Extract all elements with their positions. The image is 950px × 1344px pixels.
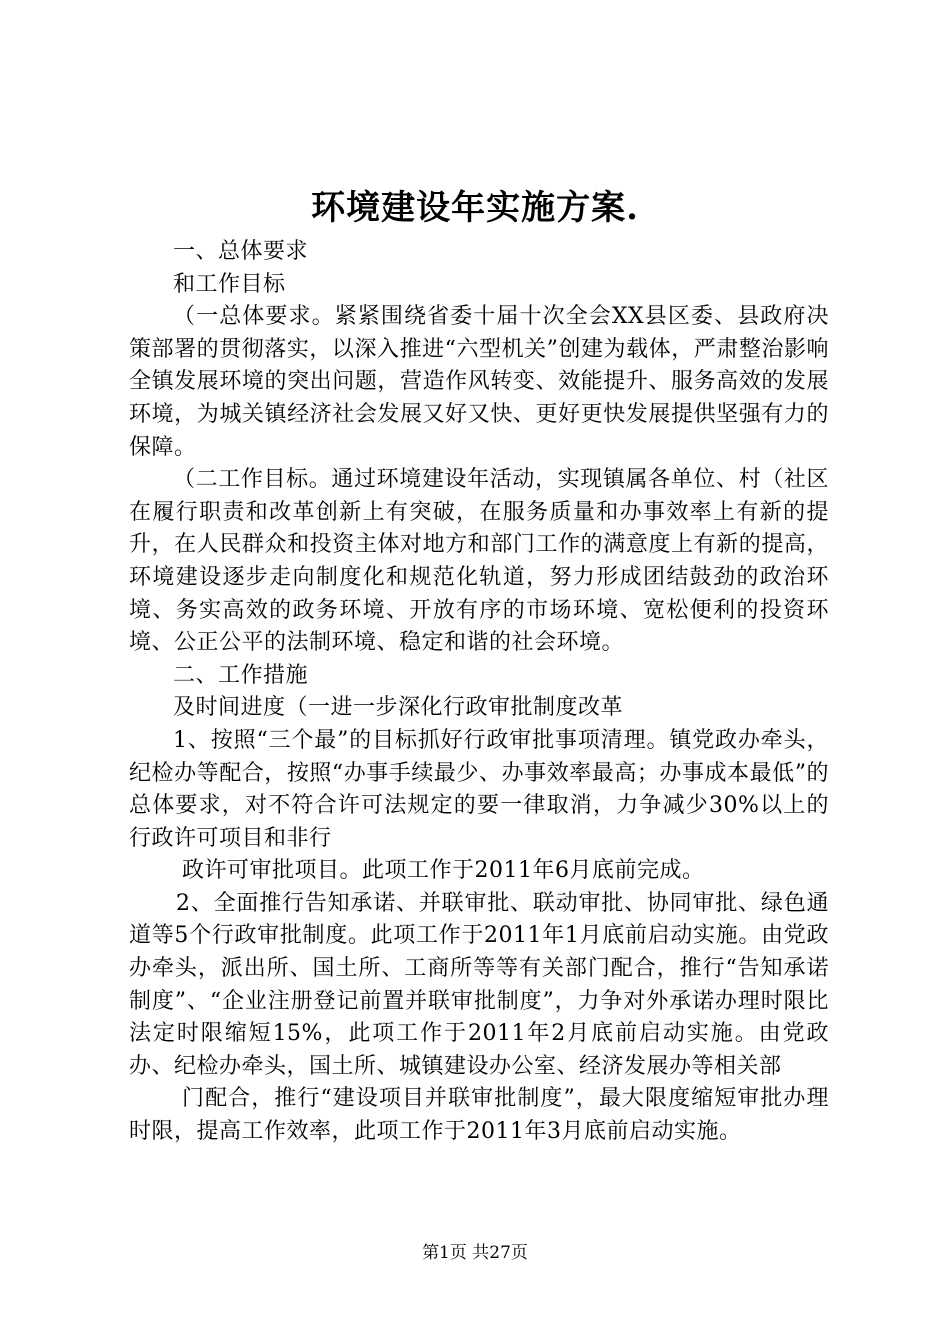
paragraph-overall-requirements: （一总体要求。紧紧围绕省委十届十次全会XX县区委、县政府决策部署的贯彻落实，以深入推进“六型机关”创建为载体，严肃整治影响全镇发展环境的突出问题，营造作风转变、效能提升、服务高效的发展环境，为城关镇经济社会发展又好又快、更好更快发展提供坚强有力的保障。 (129, 304, 829, 460)
page-number: 第1页 共27页 (422, 1243, 528, 1263)
paragraph-measure-1: 1、按照“三个最”的目标抓好行政审批事项清理。镇党政办牵头，纪检办等配合，按照“办事手续最少、办事效率最高；办事成本最低”的总体要求，对不符合许可法规定的要一律取消，力争减少30%以上的行政许可项目和非行 (129, 727, 829, 851)
section-heading-2-continued: 及时间进度（一进一步深化行政审批制度改革 (173, 695, 624, 721)
paragraph-work-goals: （二工作目标。通过环境建设年活动，实现镇属各单位、村（社区在履行职责和改革创新上有突破，在服务质量和办事效率上有新的提升，在人民群众和投资主体对地方和部门工作的满意度上有新的提高，环境建设逐步走向制度化和规范化轨道，努力形成团结鼓劲的政治环境、务实高效的政务环境、开放有序的市场环境、宽松便利的投资环境、公正公平的法制环境、稳定和谐的社会环境。 (129, 467, 829, 656)
section-heading-2: 二、工作措施 (173, 662, 309, 688)
document-body (129, 236, 829, 1149)
paragraph-measure-1-continued: 政许可审批项目。此项工作于2011年6月底前完成。 (182, 858, 705, 884)
paragraph-measure-2: 2、全面推行告知承诺、并联审批、联动审批、协同审批、绿色通道等5个行政审批制度。此项工作于2011年1月底前启动实施。由党政办牵头，派出所、国土所、工商所等等有关部门配合，推行“告知承诺制度”、“企业注册登记前置并联审批制度”，力争对外承诺办理时限比法定时限缩短15%，此项工作于2011年2月底前启动实施。由党政办、纪检办牵头，国土所、城镇建设办公室、经济发展办等相关部 (129, 890, 829, 1079)
section-heading-1: 一、总体要求 (173, 239, 309, 264)
section-heading-1-continued: 和工作目标 (173, 271, 286, 297)
paragraph-measure-2-continued: 门配合，推行“建设项目并联审批制度”，最大限度缩短审批办理时限，提高工作效率，此项工作于2011年3月底前启动实施。 (129, 1086, 829, 1145)
document-title: 环境建设年实施方案. (311, 188, 639, 228)
